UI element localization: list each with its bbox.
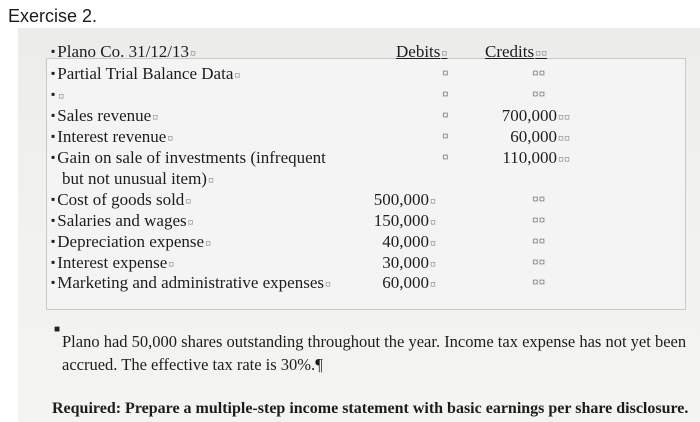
table-row: ▪ Depreciation expense¤: [51, 232, 212, 251]
debits-header: Debits¤: [396, 42, 448, 61]
table-row: ▪ Plano Co. 31/12/13¤: [51, 42, 197, 61]
credits-header: Credits¤¤: [485, 42, 548, 61]
credit-gain-on-sale: 110,000¤¤: [502, 148, 570, 167]
exercise-title: Exercise 2.: [8, 6, 98, 26]
table-row: ▪ Partial Trial Balance Data¤: [51, 64, 241, 83]
table-row: ▪ Marketing and administrative expenses¤: [51, 273, 331, 292]
table-row: ▪ Sales revenue¤: [51, 106, 159, 125]
table-row: ▪ Gain on sale of investments (infrequent: [51, 148, 326, 167]
credit-sales-revenue: 700,000¤¤: [501, 106, 570, 125]
required-instruction: Required: Prepare a multiple-step income statement with basic earnings per share disclosure.: [52, 400, 689, 417]
document-photo: Debits¤ Credits¤¤ ▪ Plano Co. 31/12/13¤ ▪ Partial Trial Balance Data¤ ▪ ¤ ▪ Sales revenue¤ ▪ Interest revenue¤ ▪ Gain on sale of investments (infrequent but not unusual item)¤ ▪ Cost of goods sold¤ ▪ Salaries and wages¤ ▪ Depreciation expense¤ ▪ Interest expense¤ ▪ Marketing and administrative expenses¤ ¤ ¤ ¤ ¤ ¤ 500,000¤ 150,000¤ 40,000¤ 30,000¤ 60,000¤ ¤¤ ¤¤ ¤¤ ¤¤ ¤¤ ¤¤ ¤¤ 700,000¤¤ 60,000¤¤ 110,000¤¤ ■ Plano had 50,000 shares outstanding throughout the year. Income tax expense has not yet been accrued. The effective tax rate is 30%.¶ Required: Prepare a multiple-step income statement with basic earnings per share disclosure.: [18, 28, 700, 422]
table-row: ▪ Salaries and wages¤: [51, 211, 194, 230]
debit-marketing-admin-expenses: 60,000¤: [382, 273, 436, 292]
note-paragraph: Plano had 50,000 shares outstanding throughout the year. Income tax expense has not yet been accrued. The effective tax rate is 30%.¶: [62, 332, 687, 374]
debit-interest-expense: 30,000¤: [382, 253, 436, 272]
credit-interest-revenue: 60,000¤¤: [510, 127, 570, 146]
table-row: ▪ Interest revenue¤: [51, 127, 174, 146]
debit-cost-of-goods-sold: 500,000¤: [373, 190, 436, 209]
table-row-continuation: but not unusual item)¤: [62, 169, 214, 188]
table-row: ▪ ¤: [51, 87, 65, 103]
table-row: ▪ Cost of goods sold¤: [51, 190, 192, 209]
debit-salaries-and-wages: 150,000¤: [373, 211, 436, 230]
paragraph-bullet: ■: [54, 324, 61, 335]
debit-depreciation-expense: 40,000¤: [382, 232, 436, 251]
table-row: ▪ Interest expense¤: [51, 253, 175, 272]
